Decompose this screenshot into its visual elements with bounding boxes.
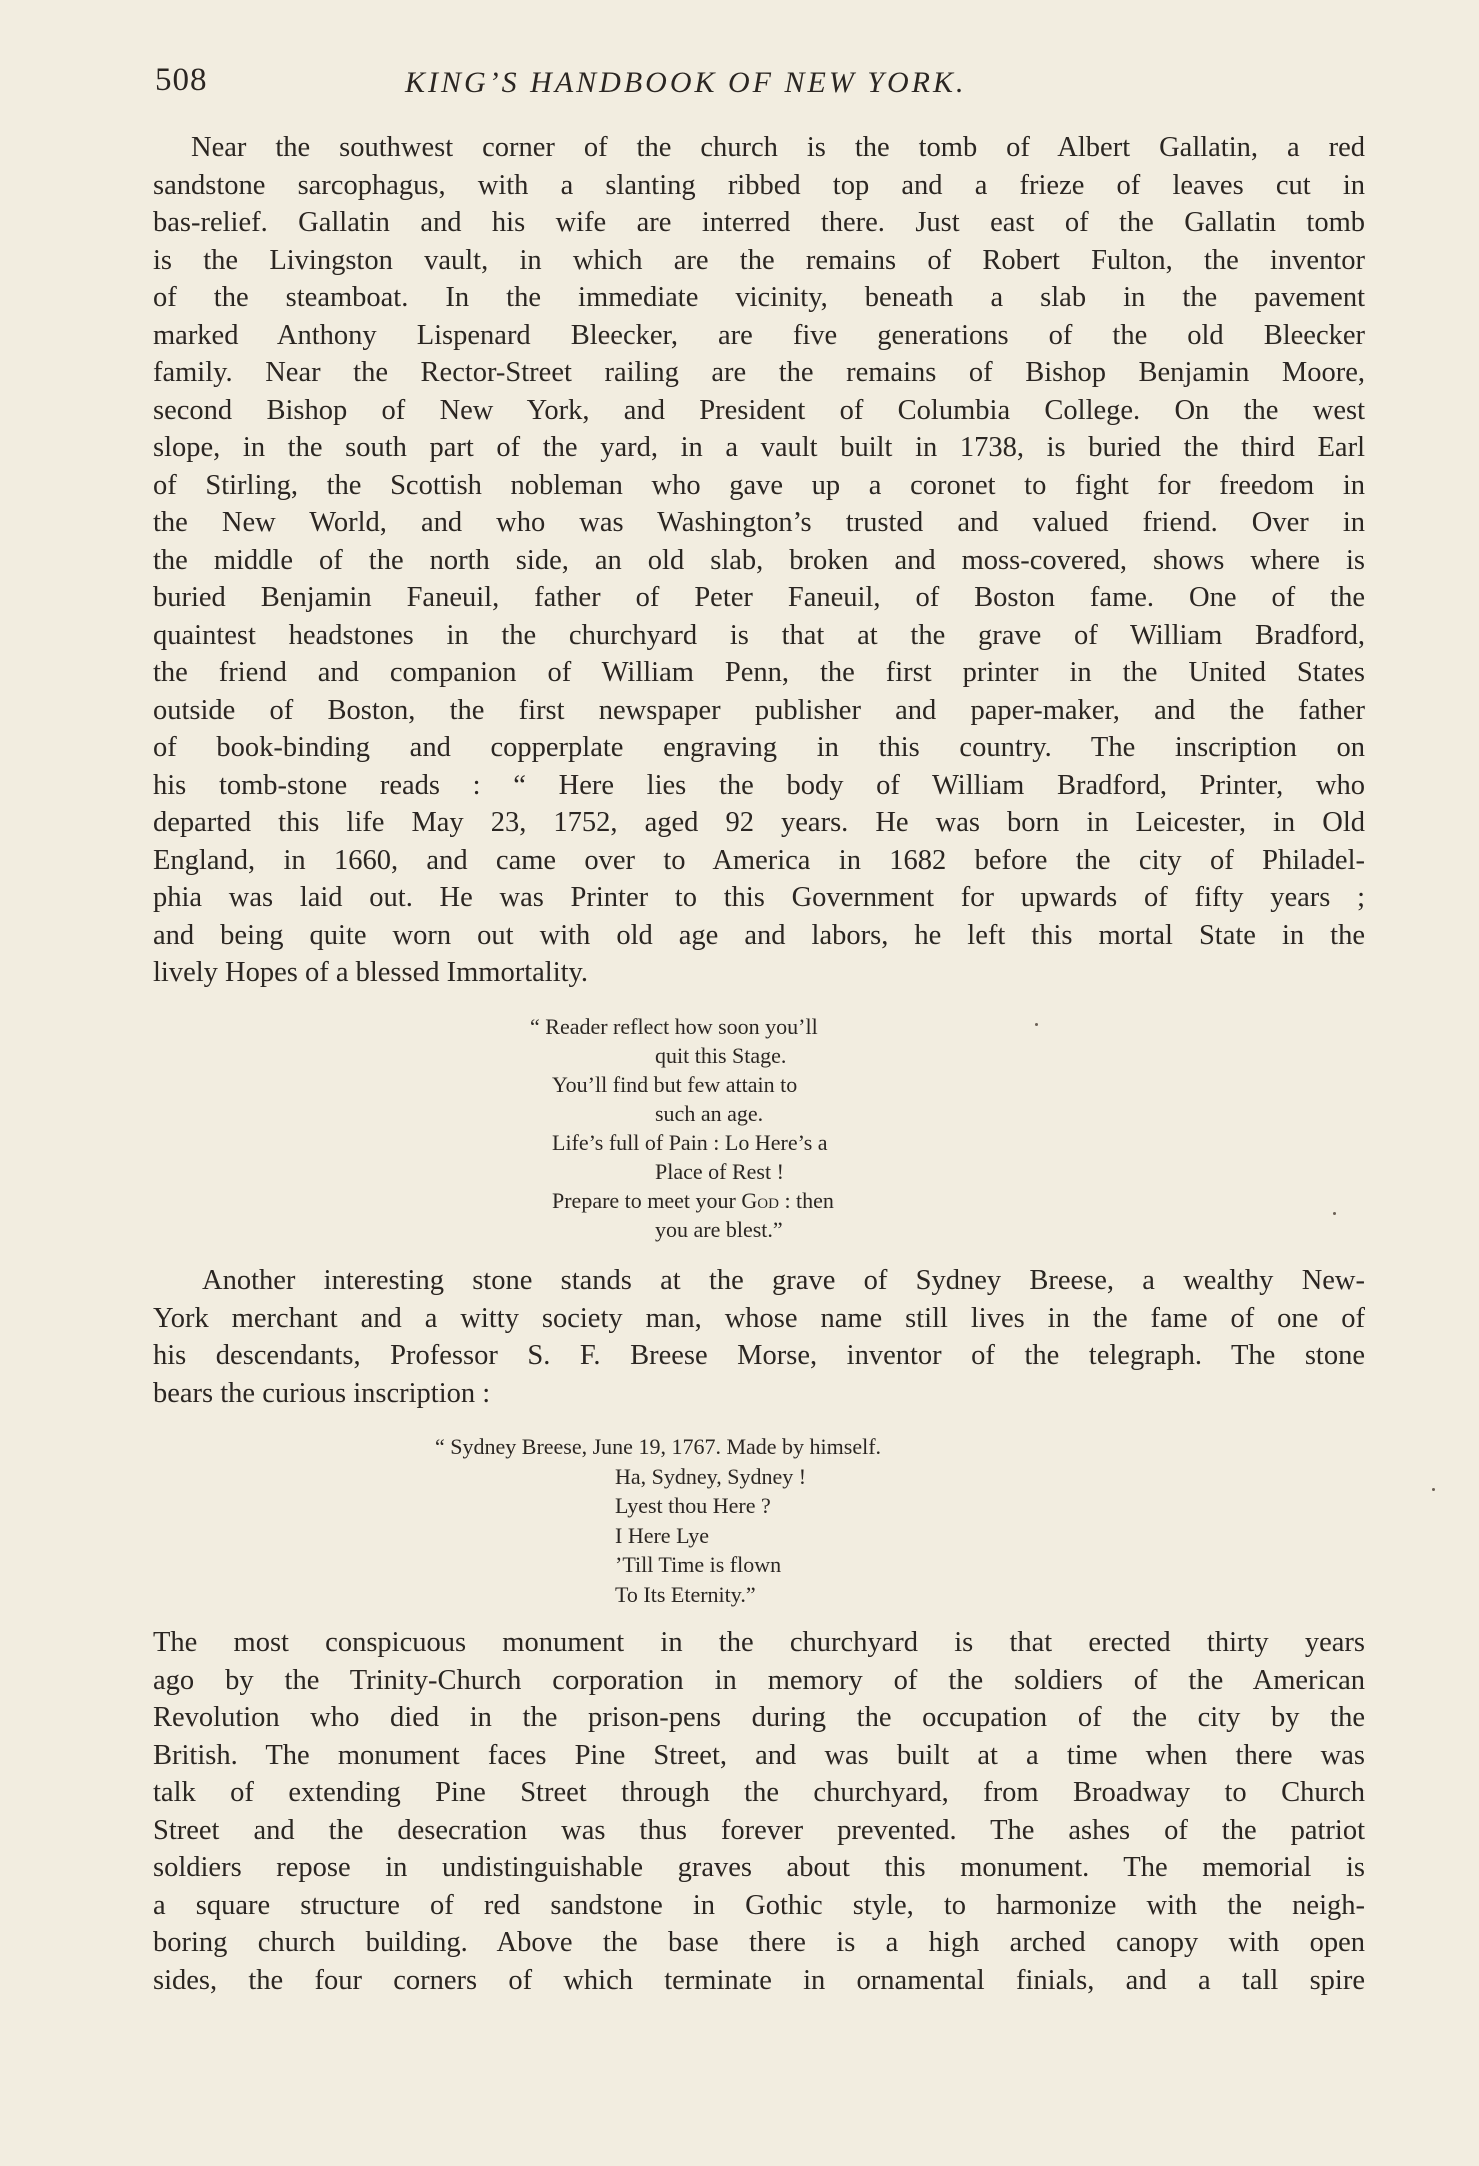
text-line: The most conspicuous monument in the churchyard is that erected thirty years xyxy=(153,1627,1365,1658)
text-line: lively Hopes of a blessed Immortality. xyxy=(153,957,589,988)
text-line: of book-binding and copperplate engraving in this country. The inscription on xyxy=(153,732,1365,763)
verse-line: you are blest.” xyxy=(655,1217,783,1242)
text-line: the friend and companion of William Penn, the first printer in the United States xyxy=(153,657,1365,688)
text-line: Revolution who died in the prison-pens during the occupation of the city by the xyxy=(153,1702,1365,1733)
running-head: KING’S HANDBOOK OF NEW YORK. xyxy=(405,66,967,99)
text-line: of Stirling, the Scottish nobleman who gave up a coronet to fight for freedom in xyxy=(153,469,1365,501)
verse-line: Place of Rest ! xyxy=(655,1159,784,1184)
text-line: bears the curious inscription : xyxy=(153,1377,491,1409)
text-line: second Bishop of New York, and President of Columbia College. On the west xyxy=(153,394,1365,426)
text-line: buried Benjamin Faneuil, father of Peter Faneuil, of Boston fame. One of the xyxy=(153,582,1365,613)
inscription-line: To Its Eternity.” xyxy=(615,1581,756,1607)
inscription-line: “ Sydney Breese, June 19, 1767. Made by himself. xyxy=(435,1434,882,1459)
text-line: of the steamboat. In the immediate vicinity, beneath a slab in the pavement xyxy=(153,282,1365,313)
verse-line: Life’s full of Pain : Lo Here’s a xyxy=(552,1130,828,1155)
verse-line: quit this Stage. xyxy=(655,1043,787,1068)
text-line: a square structure of red sandstone in Gothic style, to harmonize with the neigh- xyxy=(153,1889,1365,1921)
text-line: phia was laid out. He was Printer to this Government for upwards of fifty years ; xyxy=(153,882,1365,913)
verse-fragment: Prepare to meet your xyxy=(552,1188,736,1213)
text-line: the middle of the north side, an old slab, broken and moss-covered, shows where is xyxy=(153,544,1365,576)
paper-speck xyxy=(1035,1023,1038,1026)
text-line: departed this life May 23, 1752, aged 92 years. He was born in Leicester, in Old xyxy=(153,807,1365,838)
paragraph-revolution-monument xyxy=(153,1624,1365,1999)
inscription-line: I Here Lye xyxy=(615,1522,710,1548)
text-line: ago by the Trinity-Church corporation in memory of the soldiers of the American xyxy=(153,1664,1365,1696)
breese-epitaph-inscription xyxy=(435,1432,881,1609)
text-line: outside of Boston, the first newspaper publisher and paper-maker, and the father xyxy=(153,694,1365,726)
text-line: York merchant and a witty society man, whose name still lives in the fame of one of xyxy=(153,1302,1365,1334)
paper-speck xyxy=(1432,1488,1435,1491)
verse-line xyxy=(530,1186,834,1215)
inscription-line: ’Till Time is flown xyxy=(615,1552,782,1577)
text-line: sandstone sarcophagus, with a slanting ribbed top and a frieze of leaves cut in xyxy=(153,169,1365,201)
text-line: the New World, and who was Washington’s trusted and valued friend. Over in xyxy=(153,507,1365,538)
text-line: family. Near the Rector-Street railing are the remains of Bishop Benjamin Moore, xyxy=(153,357,1365,388)
verse-small-caps-word: God xyxy=(741,1188,779,1213)
text-line: bas-relief. Gallatin and his wife are interred there. Just east of the Gallatin tomb xyxy=(153,207,1365,238)
bradford-epitaph-verse xyxy=(530,1012,834,1244)
page-header xyxy=(155,62,1365,112)
text-line: is the Livingston vault, in which are the remains of Robert Fulton, the inventor xyxy=(153,244,1365,276)
text-line: slope, in the south part of the yard, in a vault built in 1738, is buried the third Earl xyxy=(153,432,1365,463)
inscription-line: Lyest thou Here ? xyxy=(615,1493,771,1518)
text-line: sides, the four corners of which terminate in ornamental finials, and a tall spire xyxy=(153,1964,1365,1996)
text-line: and being quite worn out with old age and labors, he left this mortal State in the xyxy=(153,919,1365,951)
text-line: England, in 1660, and came over to America in 1682 before the city of Philadel- xyxy=(153,844,1365,876)
text-line: quaintest headstones in the churchyard is that at the grave of William Bradford, xyxy=(153,619,1365,651)
text-line: his descendants, Professor S. F. Breese Morse, inventor of the telegraph. The stone xyxy=(153,1340,1365,1371)
text-line: soldiers repose in undistinguishable graves about this monument. The memorial is xyxy=(153,1852,1365,1883)
verse-fragment: : then xyxy=(784,1188,834,1213)
text-line: marked Anthony Lispenard Bleecker, are five generations of the old Bleecker xyxy=(153,319,1365,351)
verse-line: “ Reader reflect how soon you’ll xyxy=(530,1014,818,1039)
text-line: Another interesting stone stands at the grave of Sydney Breese, a wealthy New- xyxy=(202,1265,1365,1296)
paragraph-sydney-breese xyxy=(153,1262,1365,1412)
paper-speck xyxy=(1333,1212,1336,1215)
page-number: 508 xyxy=(155,62,208,98)
text-line: boring church building. Above the base there is a high arched canopy with open xyxy=(153,1927,1365,1958)
text-line: Near the southwest corner of the church is the tomb of Albert Gallatin, a red xyxy=(191,132,1365,163)
text-line: British. The monument faces Pine Street, and was built at a time when there was xyxy=(153,1739,1365,1771)
inscription-line: Ha, Sydney, Sydney ! xyxy=(615,1463,807,1489)
verse-line: such an age. xyxy=(655,1101,764,1126)
text-line: Street and the desecration was thus forever prevented. The ashes of the patriot xyxy=(153,1814,1365,1846)
paragraph-gallatin-tomb xyxy=(153,129,1365,992)
text-line: his tomb-stone reads : “ Here lies the body of William Bradford, Printer, who xyxy=(153,769,1365,801)
text-line: talk of extending Pine Street through the churchyard, from Broadway to Church xyxy=(153,1777,1365,1808)
verse-line: You’ll find but few attain to xyxy=(552,1072,798,1097)
